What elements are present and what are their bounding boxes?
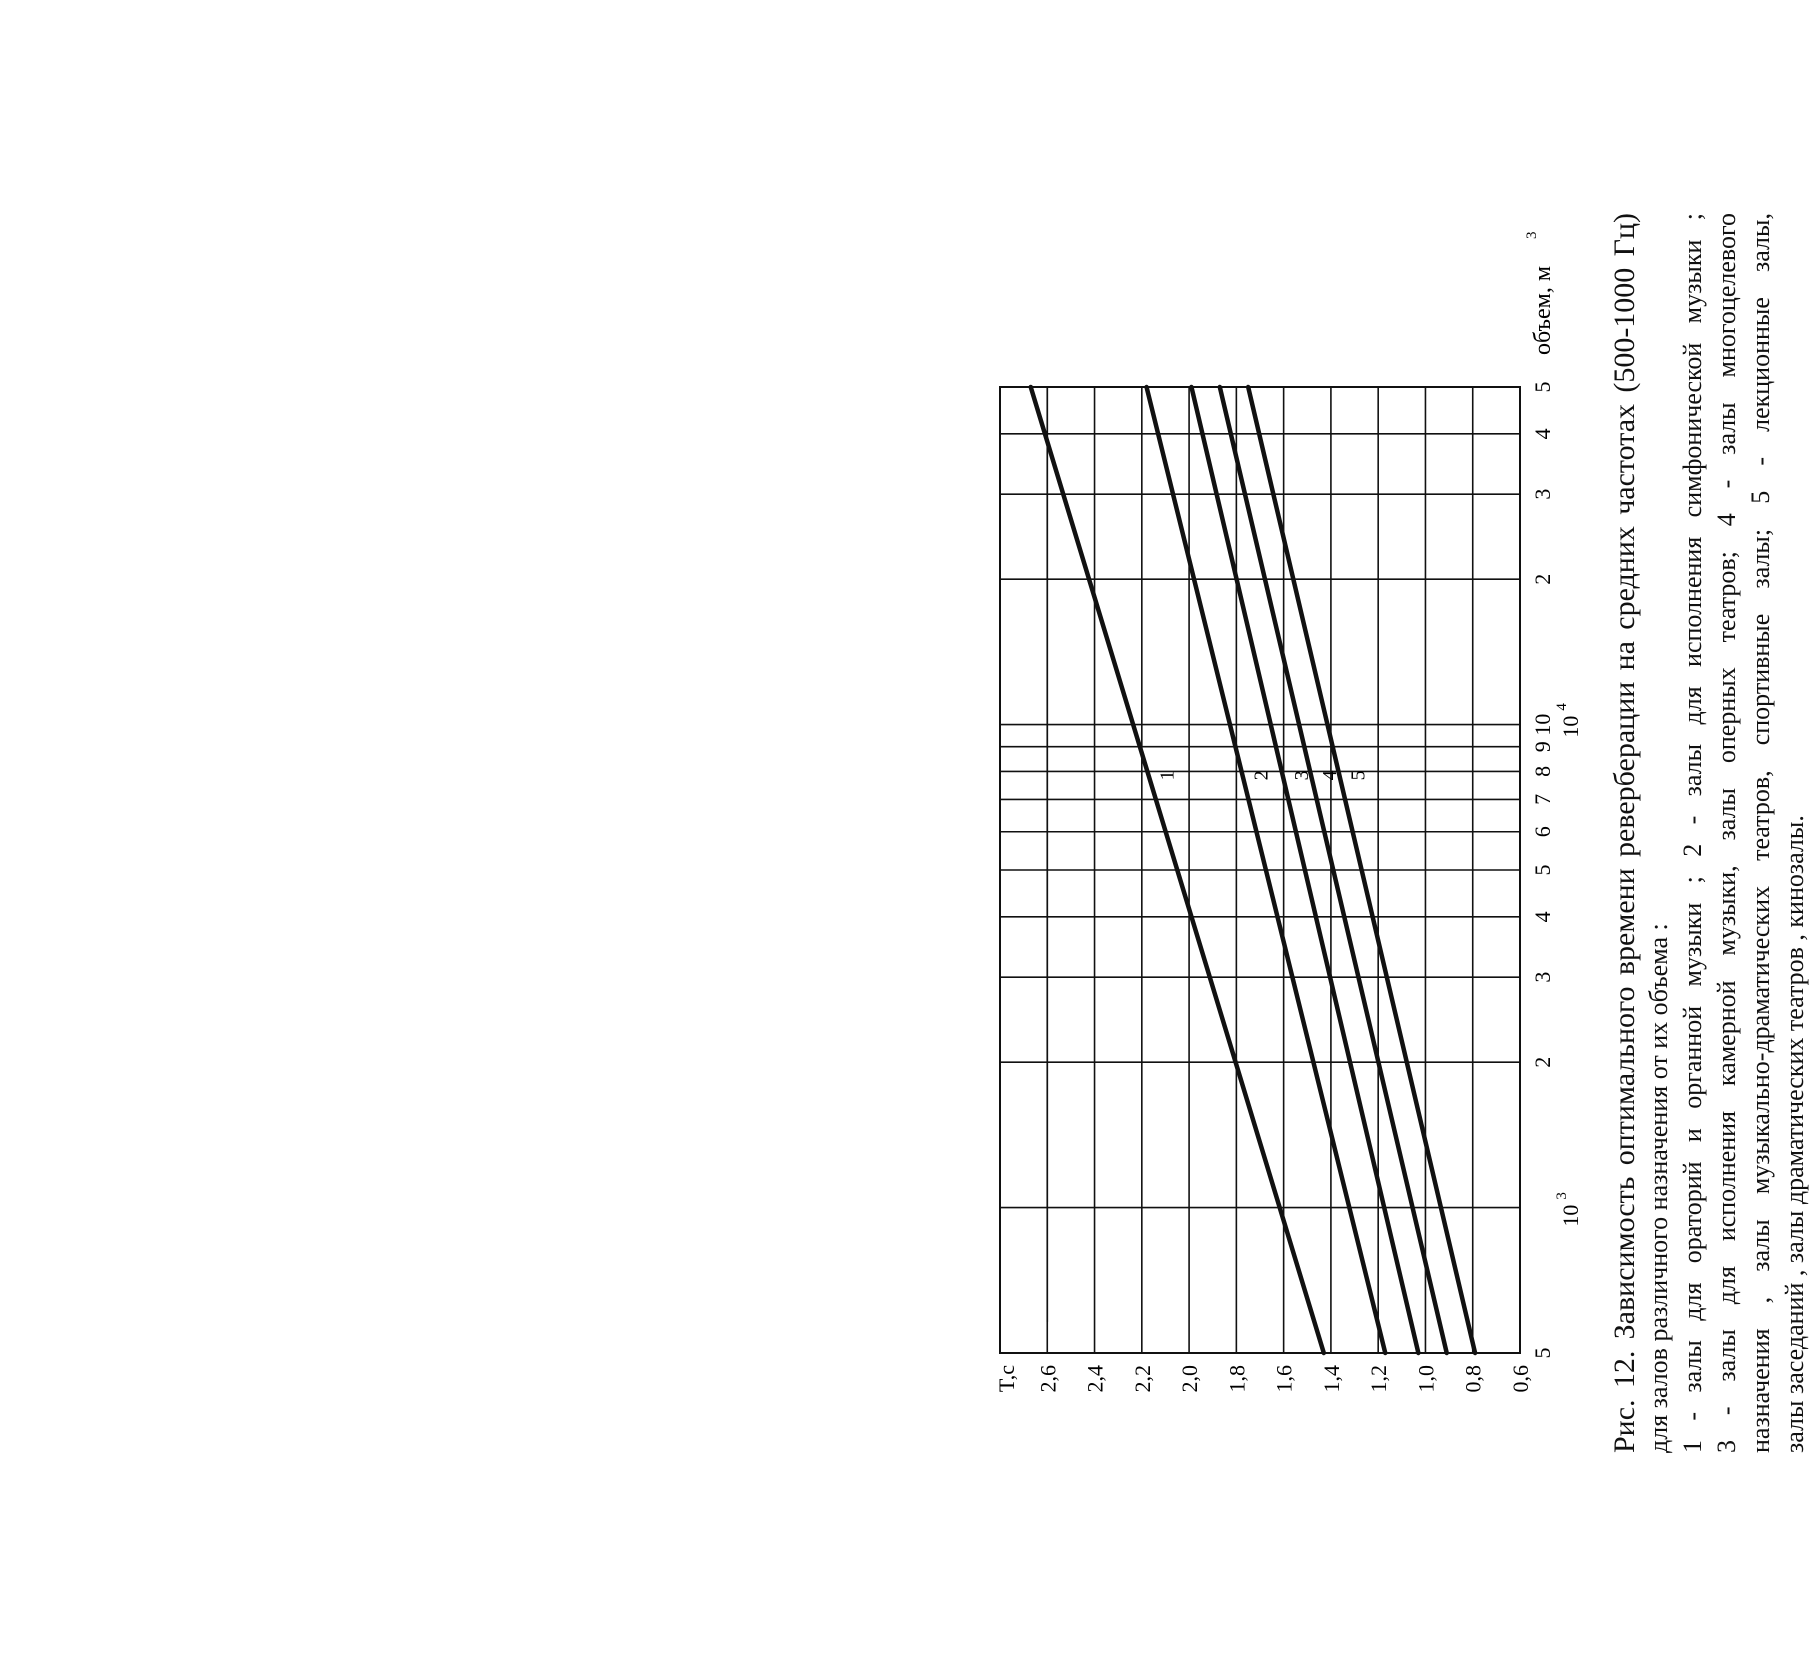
caption-line-6: залы заседаний , залы драматических театров , кинозалы. [1780, 815, 1809, 1453]
x-tick-label: 4 [1530, 428, 1555, 440]
x-tick-label: 2 [1530, 573, 1555, 585]
decade-label: 10 [1558, 1204, 1583, 1227]
x-tick-label: 5 [1530, 381, 1555, 393]
x-tick-label: 5 [1530, 864, 1555, 876]
series-label-3: 3 [1290, 770, 1313, 781]
caption-line-3: 1 - залы для ораторий и органной музыки ; 2 - залы для исполнения симфонической музыки ; [1678, 213, 1707, 1453]
decade-exponent: 3 [1554, 1192, 1570, 1200]
decade-label: 10 [1558, 715, 1583, 738]
x-tick-label: 7 [1530, 793, 1555, 805]
caption-title: Рис. 12. Зависимость оптимального времени реверберации на средних частотах (500-1000 Гц) [1608, 213, 1641, 1453]
reverberation-chart [994, 185, 1600, 1485]
series-label-5: 5 [1347, 770, 1370, 781]
x-tick-label: 9 [1530, 741, 1555, 753]
x-tick-label: 5 [1530, 1347, 1555, 1359]
x-axis-title-sup: 3 [1524, 231, 1540, 239]
axis-labels [994, 232, 1583, 1393]
y-tick-label: 2,2 [1129, 1365, 1155, 1393]
figure-caption [1608, 213, 1812, 1453]
y-tick-label: 1,8 [1224, 1365, 1250, 1393]
x-tick-label: 3 [1530, 971, 1555, 983]
caption-line-4: 3 - залы для исполнения камерной музыки, залы оперных театров; 4 - залы многоцелевого [1712, 213, 1741, 1453]
rotated-figure [994, 185, 1820, 1485]
x-tick-label: 8 [1530, 765, 1555, 777]
y-tick-label: 0,8 [1460, 1365, 1486, 1393]
series-label-1: 1 [1156, 770, 1179, 781]
caption-line-2: для залов различного назначения от их объема : [1644, 923, 1673, 1453]
y-tick-label: 1,0 [1413, 1365, 1439, 1393]
y-tick-label: 2,4 [1082, 1365, 1108, 1393]
x-tick-label: 10 [1530, 713, 1555, 736]
y-tick-label: 2,6 [1035, 1365, 1061, 1393]
x-axis-title: объем, м [1530, 265, 1556, 355]
decade-exponent: 4 [1554, 703, 1570, 711]
x-tick-label: 2 [1530, 1056, 1555, 1068]
y-tick-label: 1,4 [1318, 1365, 1344, 1393]
y-tick-label: 0,6 [1508, 1365, 1533, 1393]
y-tick-label: 1,2 [1366, 1365, 1392, 1393]
series-label-2: 2 [1250, 770, 1273, 781]
series-label-4: 4 [1319, 770, 1342, 781]
y-tick-label: 2,0 [1177, 1365, 1203, 1393]
y-axis-title: T,c [994, 1365, 1019, 1393]
caption-line-5: назначения , залы музыкально-драматических театров, спортивные залы; 5 - лекционные залы, [1746, 213, 1775, 1453]
y-tick-label: 1,6 [1271, 1365, 1297, 1393]
x-tick-label: 6 [1530, 826, 1555, 838]
x-tick-label: 4 [1530, 911, 1555, 923]
x-tick-label: 3 [1530, 488, 1555, 500]
